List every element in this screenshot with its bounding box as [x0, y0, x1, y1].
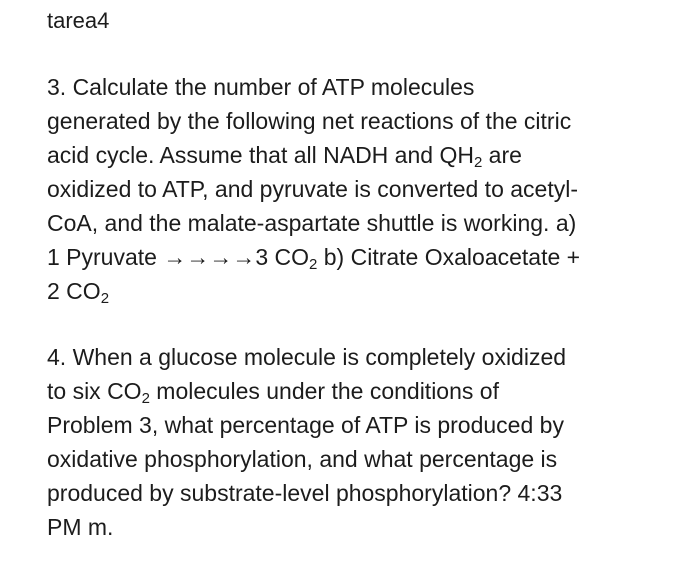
co2-subscript: 2: [309, 256, 318, 273]
q3-line-7: [47, 274, 687, 308]
q3-line-7-text: 2 CO: [47, 278, 101, 304]
q3-line-5: CoA, and the malate-aspartate shuttle is working. a): [47, 210, 577, 236]
co2-subscript-2: 2: [100, 290, 110, 307]
q4-line-2-tail: molecules under the conditions of: [149, 378, 499, 404]
q3-line-3-tail: are: [482, 142, 522, 168]
q4-line-6: PM m.: [47, 514, 114, 540]
q4-line-2-text: to six CO: [47, 378, 142, 404]
co2-subscript-3: 2: [141, 390, 150, 407]
question-3-paragraph: [47, 70, 687, 308]
q4-line-2: [47, 374, 687, 408]
q3-line-6-text: 1 Pyruvate →→→→3 CO: [47, 244, 310, 270]
q3-line-3: [47, 138, 687, 172]
document-title: tarea4: [47, 8, 110, 33]
question-4-paragraph: [47, 340, 687, 544]
q3-line-6: [47, 240, 687, 274]
q3-line-6-tail: b) Citrate Oxaloacetate +: [317, 244, 581, 270]
q4-line-5: produced by substrate-level phosphorylation? 4:33: [47, 480, 563, 506]
qh2-subscript: 2: [473, 154, 483, 171]
q3-line-4: oxidized to ATP, and pyruvate is converted to acetyl-: [47, 176, 578, 202]
q4-line-4: oxidative phosphorylation, and what percentage is: [47, 446, 558, 472]
q3-line-3-text: acid cycle. Assume that all NADH and QH: [47, 142, 474, 168]
q3-line-2: generated by the following net reactions of the citric: [47, 108, 572, 134]
q3-line-1: 3. Calculate the number of ATP molecules: [47, 74, 475, 100]
q4-line-3: Problem 3, what percentage of ATP is produced by: [47, 412, 564, 438]
q4-line-1: 4. When a glucose molecule is completely oxidized: [47, 344, 567, 370]
